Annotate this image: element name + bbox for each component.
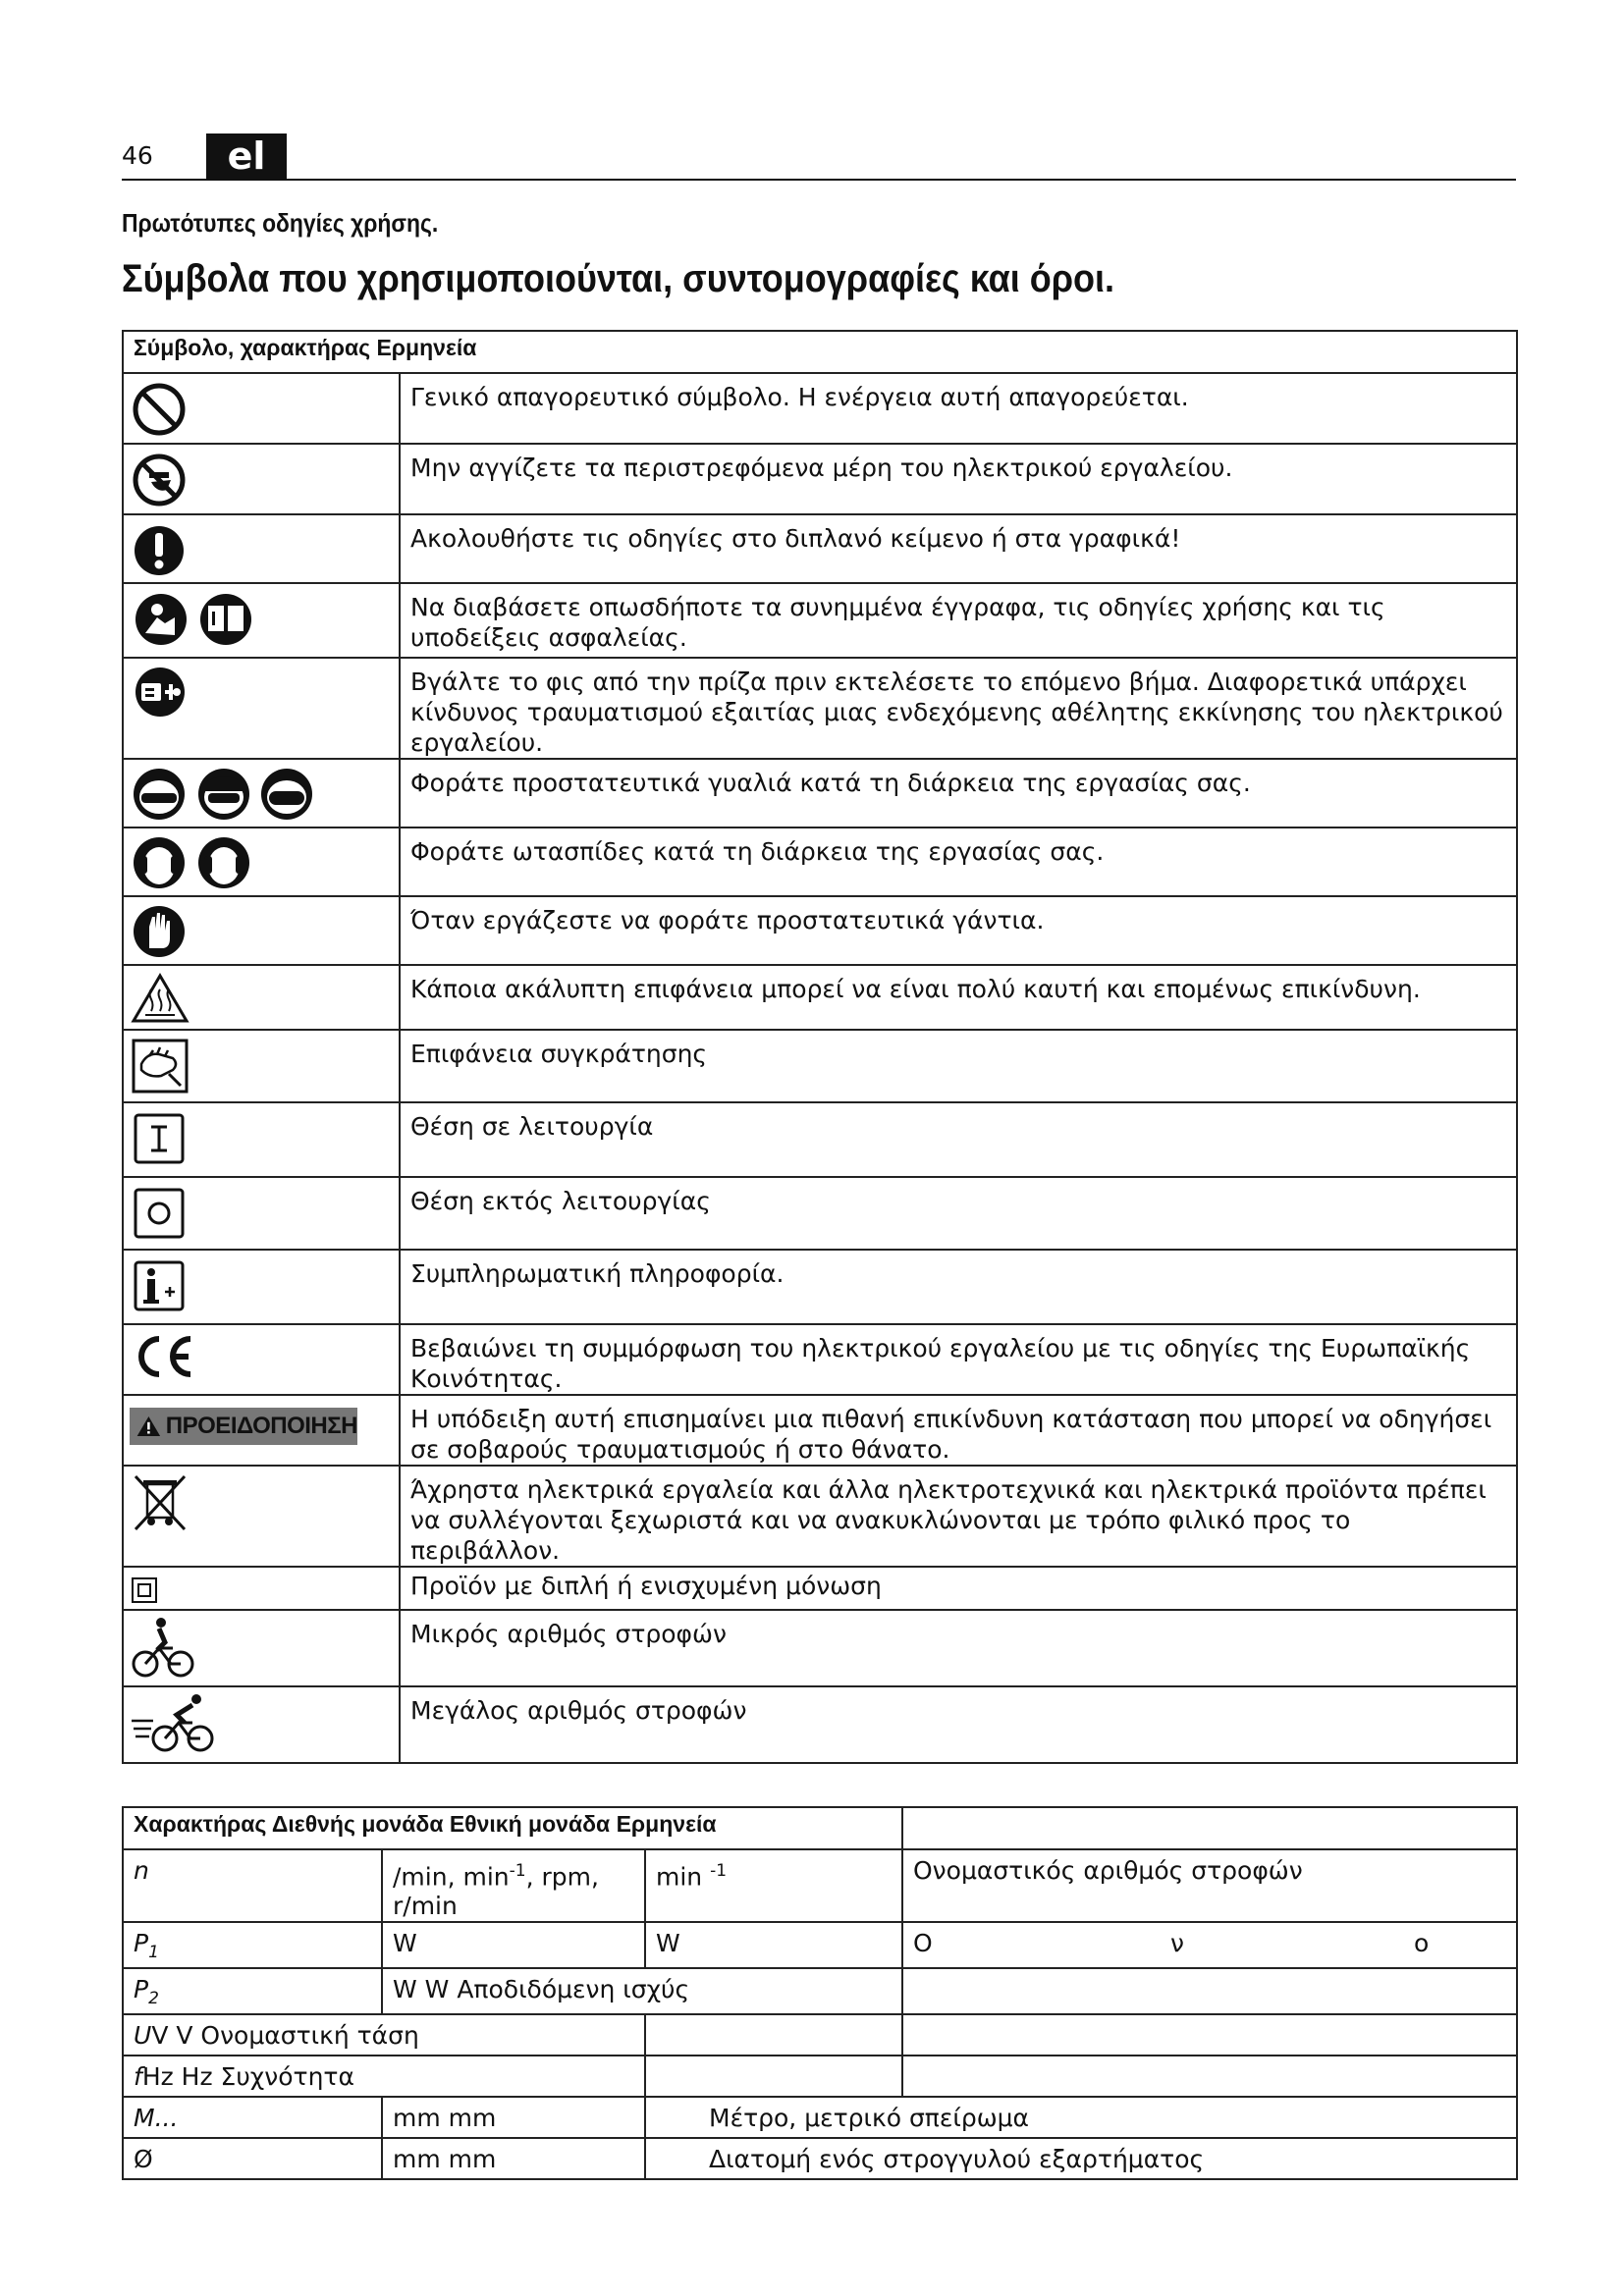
language-badge: el	[206, 133, 287, 179]
hot-surface-icon	[130, 970, 393, 1025]
symbol-meaning: Προϊόν με διπλή ή ενισχυμένη μόνωση	[400, 1567, 1517, 1610]
power-off-icon	[130, 1182, 393, 1243]
table-row	[123, 1030, 1517, 1102]
ce-mark-icon	[130, 1329, 393, 1386]
table-row	[123, 1849, 1517, 1922]
table-row	[123, 1567, 1517, 1610]
table-row	[123, 444, 1517, 514]
unplug-icon	[130, 663, 393, 721]
unit-symbol: f	[134, 2062, 142, 2092]
warning-triangle-icon	[135, 1413, 162, 1440]
intl-unit: mm mm	[382, 2138, 645, 2179]
page-number: 46	[122, 141, 153, 170]
unit-meaning: Διατομή ενός στρογγυλού εξαρτήματος	[645, 2138, 1517, 2179]
symbol-meaning: Γενικό απαγορευτικό σύμβολο. Η ενέργεια αυτή απαγορεύεται.	[400, 373, 1517, 444]
symbol-meaning: Η υπόδειξη αυτή επισημαίνει μια πιθανή επικίνδυνη κατάσταση που μπορεί να οδηγήσει σε σοβαρούς τραυματισμούς ή στο θάνατο.	[400, 1395, 1517, 1466]
table-row	[123, 1102, 1517, 1177]
symbol-meaning: Ακολουθήστε τις οδηγίες στο διπλανό κείμενο ή στα γραφικά!	[400, 514, 1517, 583]
unit-symbol: Ø	[123, 2138, 382, 2179]
symbol-meaning: Κάποια ακάλυπτη επιφάνεια μπορεί να είναι πολύ καυτή και επομένως επικίνδυνη.	[400, 965, 1517, 1030]
table-row	[123, 1968, 1517, 2014]
symbol-meaning: Φοράτε προστατευτικά γυαλιά κατά τη διάρκεια της εργασίας σας.	[400, 759, 1517, 828]
unit-meaning: Ονομαστικός αριθμός στροφών	[902, 1849, 1517, 1922]
ear-protection-icon	[130, 832, 393, 891]
table-row	[123, 1610, 1517, 1686]
do-not-touch-icon	[130, 449, 393, 507]
warning-label-icon	[130, 1408, 357, 1445]
table-row	[123, 2138, 1517, 2179]
intl-unit: W	[382, 1922, 645, 1968]
section-title: Σύμβολα που χρησιμοποιούνται, συντομογραφίες και όροι.	[122, 257, 1115, 300]
symbol-meaning: Βγάλτε το φις από την πρίζα πριν εκτελέσετε το επόμενο βήμα. Διαφορετικά υπάρχει κίνδυνος τραυματισμού εξαιτίας μιας ενδεχόμενης αθέλητης εκκίνησης του ηλεκτρικού εργαλείου.	[400, 658, 1517, 759]
intl-unit: /min, $\min^{-1}$, rpm, r/min	[382, 1849, 645, 1922]
double-insulation-icon	[130, 1575, 393, 1605]
symbol-meaning: Μικρός αριθμός στροφών	[400, 1610, 1517, 1686]
units-header-row	[123, 1807, 1517, 1849]
table-row	[123, 583, 1517, 658]
gloves-icon	[130, 901, 393, 960]
symbol-meaning: Βεβαιώνει τη συμμόρφωση του ηλεκτρικού εργαλείου με τις οδηγίες της Ευρωπαϊκής Κοινότητας.	[400, 1324, 1517, 1395]
exclamation-icon	[130, 519, 393, 578]
table-row	[123, 658, 1517, 759]
table-row	[123, 759, 1517, 828]
symbols-table	[122, 330, 1518, 1764]
unit-combined: UV V Ονομαστική τάση	[123, 2014, 645, 2056]
grip-surface-icon	[130, 1035, 393, 1095]
unit-meaning: O ν o	[902, 1922, 1517, 1968]
table-row	[123, 1466, 1517, 1567]
table-row	[123, 965, 1517, 1030]
intl-unit: mm mm	[382, 2097, 645, 2138]
symbol-meaning: Όταν εργάζεστε να φοράτε προστατευτικά γάντια.	[400, 896, 1517, 965]
symbols-header	[123, 331, 1517, 373]
symbol-meaning: Μεγάλος αριθμός στροφών	[400, 1686, 1517, 1763]
col-symbol-header: Σύμβολο, χαρακτήρας	[134, 335, 371, 360]
power-on-icon	[130, 1107, 393, 1168]
table-row	[123, 373, 1517, 444]
symbol-meaning: Θέση εκτός λειτουργίας	[400, 1177, 1517, 1250]
table-row	[123, 1395, 1517, 1466]
unit-symbol: n	[123, 1849, 382, 1922]
symbol-meaning: Να διαβάσετε οπωσδήποτε τα συνημμένα έγγραφα, τις οδηγίες χρήσης και τις υποδείξεις ασφαλείας.	[400, 583, 1517, 658]
table-row	[123, 1177, 1517, 1250]
symbol-meaning: Θέση σε λειτουργία	[400, 1102, 1517, 1177]
unit-symbol: $P_2$	[123, 1968, 382, 2014]
prohibition-icon	[130, 378, 393, 437]
table-row	[123, 1324, 1517, 1395]
table-row	[123, 896, 1517, 965]
symbol-meaning: Μην αγγίζετε τα περιστρεφόμενα μέρη του ηλεκτρικού εργαλείου.	[400, 444, 1517, 514]
units-header: Χαρακτήρας Διεθνής μονάδα Εθνική μονάδα Ερμηνεία	[123, 1807, 902, 1849]
high-speed-icon	[130, 1691, 393, 1754]
table-row	[123, 2097, 1517, 2138]
unit-symbol: M...	[123, 2097, 382, 2138]
warning-label-text: ΠΡΟΕΙΔΟΠΟΙΗΣΗ	[165, 1413, 357, 1439]
info-icon	[130, 1255, 393, 1315]
low-speed-icon	[130, 1615, 393, 1682]
unit-combined: W W Αποδιδόμενη ισχύς	[382, 1968, 902, 2014]
symbol-meaning: Άχρηστα ηλεκτρικά εργαλεία και άλλα ηλεκτροτεχνικά και ηλεκτρικά προϊόντα πρέπει να συλλέγονται ξεχωριστά και να ανακυκλώνονται με τρόπο φιλικό προς το περιβάλλον.	[400, 1466, 1517, 1567]
table-row	[123, 1922, 1517, 1968]
table-row	[123, 1250, 1517, 1324]
symbol-meaning: Φοράτε ωτασπίδες κατά τη διάρκεια της εργασίας σας.	[400, 828, 1517, 896]
national-unit: min $^{-1}$	[645, 1849, 902, 1922]
table-row	[123, 828, 1517, 896]
unit-symbol: U	[134, 2021, 152, 2051]
symbols-header-row	[123, 331, 1517, 373]
units-header-empty	[902, 1807, 1517, 1849]
header-rule	[122, 179, 1516, 181]
national-unit: W	[645, 1922, 902, 1968]
document-subtitle: Πρωτότυπες οδηγίες χρήσης.	[122, 208, 439, 238]
table-row	[123, 2014, 1517, 2056]
units-table	[122, 1806, 1518, 2180]
table-row	[123, 2056, 1517, 2097]
unit-symbol: $P_1$	[123, 1922, 382, 1968]
col-meaning-header: Ερμηνεία	[376, 335, 477, 360]
table-row	[123, 1686, 1517, 1763]
symbol-meaning: Επιφάνεια συγκράτησης	[400, 1030, 1517, 1102]
weee-bin-icon	[130, 1470, 393, 1535]
unit-meaning: Μέτρο, μετρικό σπείρωμα	[645, 2097, 1517, 2138]
symbol-meaning: Συμπληρωματική πληροφορία.	[400, 1250, 1517, 1324]
eye-protection-icon	[130, 764, 393, 823]
unit-combined: fHz Hz Συχνότητα	[123, 2056, 645, 2097]
table-row	[123, 514, 1517, 583]
read-manual-icon	[130, 588, 393, 649]
